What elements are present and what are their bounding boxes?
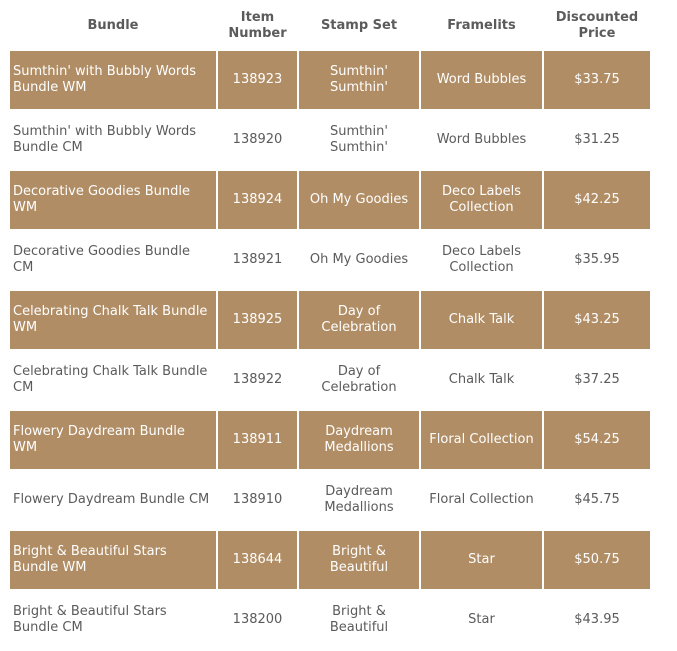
item-number-cell: 138925 (218, 291, 297, 349)
framelits-cell: Deco Labels Collection (421, 171, 542, 229)
table-row (10, 231, 650, 289)
bundle-name-cell: Decorative Goodies Bundle WM (10, 171, 216, 229)
header-framelits: Framelits (447, 17, 516, 33)
price-cell: $42.25 (544, 171, 650, 229)
price-cell: $31.25 (544, 111, 650, 169)
table-header-row (10, 2, 650, 49)
table-row (10, 591, 650, 649)
item-number-cell: 138200 (218, 591, 297, 649)
bundle-price-table (8, 0, 652, 651)
stamp-set-cell: Daydream Medallions (299, 471, 419, 529)
table-row (10, 51, 650, 109)
bundle-name-cell: Sumthin' with Bubbly Words Bundle WM (10, 51, 216, 109)
framelits-cell: Star (421, 531, 542, 589)
item-number-cell: 138924 (218, 171, 297, 229)
framelits-cell: Chalk Talk (421, 351, 542, 409)
header-item-number: Item Number (228, 9, 287, 41)
price-cell: $35.95 (544, 231, 650, 289)
table-row (10, 291, 650, 349)
bundle-name-cell: Flowery Daydream Bundle WM (10, 411, 216, 469)
header-discounted-price: Discounted Price (555, 9, 639, 41)
stamp-set-cell: Bright & Beautiful (299, 531, 419, 589)
item-number-cell: 138911 (218, 411, 297, 469)
bundle-name-cell: Flowery Daydream Bundle CM (10, 471, 216, 529)
stamp-set-cell: Oh My Goodies (299, 231, 419, 289)
stamp-set-cell: Sumthin' Sumthin' (299, 111, 419, 169)
item-number-cell: 138922 (218, 351, 297, 409)
stamp-set-cell: Bright & Beautiful (299, 591, 419, 649)
bundle-name-cell: Celebrating Chalk Talk Bundle CM (10, 351, 216, 409)
price-cell: $54.25 (544, 411, 650, 469)
price-cell: $33.75 (544, 51, 650, 109)
bundle-name-cell: Bright & Beautiful Stars Bundle WM (10, 531, 216, 589)
framelits-cell: Star (421, 591, 542, 649)
framelits-cell: Word Bubbles (421, 51, 542, 109)
table-row (10, 111, 650, 169)
price-cell: $43.25 (544, 291, 650, 349)
price-cell: $43.95 (544, 591, 650, 649)
bundle-name-cell: Celebrating Chalk Talk Bundle WM (10, 291, 216, 349)
table-row (10, 471, 650, 529)
header-bundle: Bundle (87, 17, 139, 33)
price-cell: $50.75 (544, 531, 650, 589)
price-cell: $45.75 (544, 471, 650, 529)
framelits-cell: Word Bubbles (421, 111, 542, 169)
bundle-name-cell: Decorative Goodies Bundle CM (10, 231, 216, 289)
framelits-cell: Floral Collection (421, 411, 542, 469)
stamp-set-cell: Sumthin' Sumthin' (299, 51, 419, 109)
item-number-cell: 138921 (218, 231, 297, 289)
table-row (10, 531, 650, 589)
stamp-set-cell: Day of Celebration (299, 291, 419, 349)
stamp-set-cell: Oh My Goodies (299, 171, 419, 229)
bundle-name-cell: Sumthin' with Bubbly Words Bundle CM (10, 111, 216, 169)
bundle-name-cell: Bright & Beautiful Stars Bundle CM (10, 591, 216, 649)
framelits-cell: Floral Collection (421, 471, 542, 529)
table-row (10, 171, 650, 229)
framelits-cell: Chalk Talk (421, 291, 542, 349)
table-row (10, 411, 650, 469)
item-number-cell: 138923 (218, 51, 297, 109)
stamp-set-cell: Day of Celebration (299, 351, 419, 409)
item-number-cell: 138910 (218, 471, 297, 529)
price-cell: $37.25 (544, 351, 650, 409)
framelits-cell: Deco Labels Collection (421, 231, 542, 289)
item-number-cell: 138920 (218, 111, 297, 169)
stamp-set-cell: Daydream Medallions (299, 411, 419, 469)
item-number-cell: 138644 (218, 531, 297, 589)
header-stamp-set: Stamp Set (320, 17, 398, 33)
table-row (10, 351, 650, 409)
